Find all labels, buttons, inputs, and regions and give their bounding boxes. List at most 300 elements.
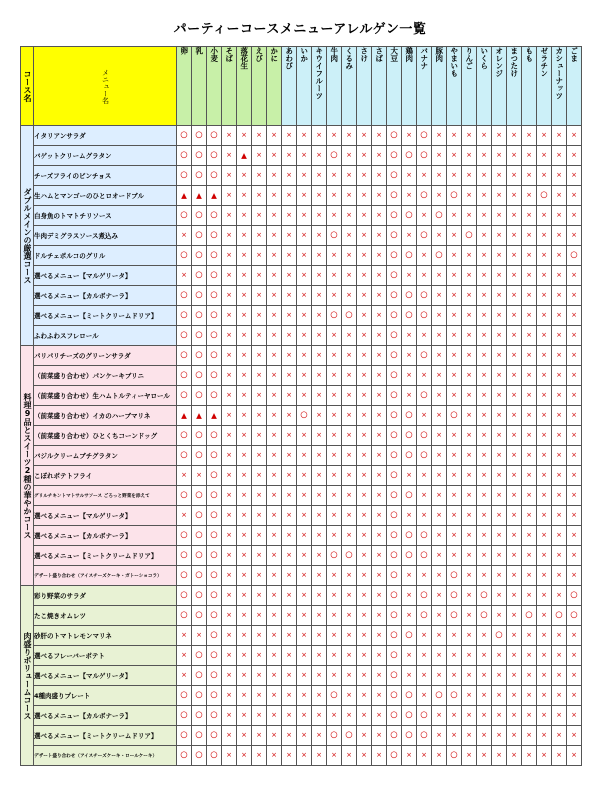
not-contained-mark: × (357, 326, 372, 346)
not-contained-mark: × (477, 486, 492, 506)
contains-mark: ○ (447, 566, 462, 586)
not-contained-mark: × (507, 606, 522, 626)
not-contained-mark: × (507, 626, 522, 646)
not-contained-mark: × (567, 426, 582, 446)
not-contained-mark: × (357, 726, 372, 746)
not-contained-mark: × (252, 286, 267, 306)
not-contained-mark: × (372, 246, 387, 266)
allergen-label: 落花生 (239, 47, 249, 70)
contains-mark: ○ (192, 506, 207, 526)
not-contained-mark: × (552, 486, 567, 506)
not-contained-mark: × (537, 746, 552, 766)
not-contained-mark: × (552, 126, 567, 146)
not-contained-mark: × (222, 746, 237, 766)
not-contained-mark: × (357, 606, 372, 626)
not-contained-mark: × (447, 386, 462, 406)
not-contained-mark: × (507, 686, 522, 706)
not-contained-mark: × (417, 646, 432, 666)
not-contained-mark: × (372, 406, 387, 426)
contains-mark: ○ (447, 746, 462, 766)
not-contained-mark: × (237, 266, 252, 286)
not-contained-mark: × (552, 546, 567, 566)
trace-mark: ▲ (207, 186, 222, 206)
not-contained-mark: × (432, 646, 447, 666)
contains-mark: ○ (327, 306, 342, 326)
not-contained-mark: × (552, 726, 567, 746)
not-contained-mark: × (222, 586, 237, 606)
not-contained-mark: × (357, 706, 372, 726)
table-row (21, 746, 582, 766)
contains-mark: ○ (177, 206, 192, 226)
contains-mark: ○ (552, 606, 567, 626)
not-contained-mark: × (417, 406, 432, 426)
not-contained-mark: × (312, 466, 327, 486)
allergen-label: バナナ (419, 47, 429, 70)
not-contained-mark: × (267, 466, 282, 486)
contains-mark: ○ (207, 326, 222, 346)
not-contained-mark: × (297, 446, 312, 466)
not-contained-mark: × (312, 206, 327, 226)
not-contained-mark: × (297, 506, 312, 526)
not-contained-mark: × (417, 686, 432, 706)
not-contained-mark: × (447, 726, 462, 746)
menu-name: ふわふわスフレロール (34, 326, 177, 346)
contains-mark: ○ (417, 446, 432, 466)
not-contained-mark: × (297, 486, 312, 506)
allergen-label: 牛肉 (329, 47, 339, 62)
not-contained-mark: × (447, 466, 462, 486)
contains-mark: ○ (207, 606, 222, 626)
not-contained-mark: × (342, 346, 357, 366)
allergen-label: そば (224, 47, 234, 62)
not-contained-mark: × (537, 466, 552, 486)
not-contained-mark: × (462, 726, 477, 746)
not-contained-mark: × (477, 146, 492, 166)
allergen-header (312, 47, 327, 126)
not-contained-mark: × (477, 466, 492, 486)
not-contained-mark: × (372, 266, 387, 286)
allergen-label: ゼラチン (539, 47, 549, 77)
menu-name: 選べるメニュー【ミートクリームドリア】 (34, 306, 177, 326)
contains-mark: ○ (327, 226, 342, 246)
not-contained-mark: × (447, 706, 462, 726)
not-contained-mark: × (267, 746, 282, 766)
not-contained-mark: × (462, 266, 477, 286)
table-row (21, 246, 582, 266)
not-contained-mark: × (222, 246, 237, 266)
contains-mark: ○ (387, 486, 402, 506)
contains-mark: ○ (417, 226, 432, 246)
contains-mark: ○ (177, 586, 192, 606)
not-contained-mark: × (567, 306, 582, 326)
contains-mark: ○ (477, 606, 492, 626)
not-contained-mark: × (177, 226, 192, 246)
contains-mark: ○ (177, 706, 192, 726)
not-contained-mark: × (462, 246, 477, 266)
not-contained-mark: × (342, 386, 357, 406)
not-contained-mark: × (297, 726, 312, 746)
not-contained-mark: × (192, 626, 207, 646)
not-contained-mark: × (507, 466, 522, 486)
contains-mark: ○ (207, 166, 222, 186)
not-contained-mark: × (372, 666, 387, 686)
contains-mark: ○ (207, 666, 222, 686)
contains-mark: ○ (447, 686, 462, 706)
not-contained-mark: × (507, 366, 522, 386)
not-contained-mark: × (552, 246, 567, 266)
not-contained-mark: × (372, 366, 387, 386)
not-contained-mark: × (177, 626, 192, 646)
not-contained-mark: × (312, 386, 327, 406)
menu-name: 選べるメニュー【マルゲリータ】 (34, 266, 177, 286)
contains-mark: ○ (207, 126, 222, 146)
not-contained-mark: × (447, 146, 462, 166)
contains-mark: ○ (417, 386, 432, 406)
contains-mark: ○ (207, 246, 222, 266)
page-title: パーティーコースメニューアレルゲン一覧 (173, 22, 427, 37)
not-contained-mark: × (267, 366, 282, 386)
allergen-header (177, 47, 192, 126)
menu-name: イタリアンサラダ (34, 126, 177, 146)
not-contained-mark: × (312, 706, 327, 726)
not-contained-mark: × (282, 306, 297, 326)
not-contained-mark: × (267, 426, 282, 446)
not-contained-mark: × (222, 406, 237, 426)
allergen-header (297, 47, 312, 126)
not-contained-mark: × (312, 366, 327, 386)
contains-mark: ○ (417, 586, 432, 606)
allergen-header (252, 47, 267, 126)
not-contained-mark: × (402, 746, 417, 766)
not-contained-mark: × (432, 226, 447, 246)
not-contained-mark: × (492, 186, 507, 206)
not-contained-mark: × (297, 386, 312, 406)
not-contained-mark: × (477, 526, 492, 546)
not-contained-mark: × (312, 526, 327, 546)
not-contained-mark: × (477, 386, 492, 406)
not-contained-mark: × (222, 726, 237, 746)
not-contained-mark: × (357, 546, 372, 566)
not-contained-mark: × (552, 586, 567, 606)
menu-name: 選べるメニュー【マルゲリータ】 (34, 506, 177, 526)
allergen-header (192, 47, 207, 126)
not-contained-mark: × (477, 626, 492, 646)
not-contained-mark: × (447, 306, 462, 326)
not-contained-mark: × (447, 546, 462, 566)
not-contained-mark: × (522, 326, 537, 346)
contains-mark: ○ (567, 606, 582, 626)
allergen-table (20, 46, 582, 766)
not-contained-mark: × (462, 446, 477, 466)
menu-name: 砂肝のトマトレモンマリネ (34, 626, 177, 646)
contains-mark: ○ (207, 426, 222, 446)
not-contained-mark: × (312, 646, 327, 666)
not-contained-mark: × (252, 726, 267, 746)
allergen-label: くるみ (344, 47, 354, 70)
not-contained-mark: × (492, 166, 507, 186)
contains-mark: ○ (207, 586, 222, 606)
contains-mark: ○ (192, 746, 207, 766)
not-contained-mark: × (297, 266, 312, 286)
not-contained-mark: × (447, 666, 462, 686)
not-contained-mark: × (267, 626, 282, 646)
not-contained-mark: × (297, 226, 312, 246)
not-contained-mark: × (567, 286, 582, 306)
contains-mark: ○ (207, 526, 222, 546)
not-contained-mark: × (477, 206, 492, 226)
contains-mark: ○ (387, 466, 402, 486)
not-contained-mark: × (507, 426, 522, 446)
not-contained-mark: × (327, 406, 342, 426)
table-row (21, 126, 582, 146)
not-contained-mark: × (312, 426, 327, 446)
not-contained-mark: × (342, 406, 357, 426)
not-contained-mark: × (357, 306, 372, 326)
contains-mark: ○ (207, 146, 222, 166)
table-row (21, 406, 582, 426)
not-contained-mark: × (567, 346, 582, 366)
not-contained-mark: × (372, 186, 387, 206)
allergen-label: いか (299, 47, 309, 62)
not-contained-mark: × (327, 366, 342, 386)
not-contained-mark: × (342, 706, 357, 726)
not-contained-mark: × (462, 646, 477, 666)
menu-name: グリルチキントマトサルサソース ごろっと野菜を添えて (34, 486, 177, 506)
not-contained-mark: × (282, 466, 297, 486)
not-contained-mark: × (402, 326, 417, 346)
menu-name: （前菜盛り合わせ）ひとくちコーンドッグ (34, 426, 177, 446)
not-contained-mark: × (267, 686, 282, 706)
not-contained-mark: × (222, 166, 237, 186)
contains-mark: ○ (387, 686, 402, 706)
contains-mark: ○ (387, 346, 402, 366)
not-contained-mark: × (312, 306, 327, 326)
allergen-header (357, 47, 372, 126)
contains-mark: ○ (387, 566, 402, 586)
not-contained-mark: × (312, 246, 327, 266)
contains-mark: ○ (177, 606, 192, 626)
not-contained-mark: × (477, 426, 492, 446)
contains-mark: ○ (387, 426, 402, 446)
contains-mark: ○ (387, 666, 402, 686)
not-contained-mark: × (447, 646, 462, 666)
not-contained-mark: × (462, 666, 477, 686)
not-contained-mark: × (177, 666, 192, 686)
not-contained-mark: × (312, 266, 327, 286)
not-contained-mark: × (432, 146, 447, 166)
contains-mark: ○ (417, 346, 432, 366)
allergen-label: いくら (479, 47, 489, 70)
not-contained-mark: × (237, 386, 252, 406)
not-contained-mark: × (267, 286, 282, 306)
not-contained-mark: × (552, 506, 567, 526)
not-contained-mark: × (462, 206, 477, 226)
not-contained-mark: × (237, 126, 252, 146)
not-contained-mark: × (252, 126, 267, 146)
not-contained-mark: × (282, 506, 297, 526)
not-contained-mark: × (537, 166, 552, 186)
not-contained-mark: × (267, 346, 282, 366)
not-contained-mark: × (462, 486, 477, 506)
menu-name: チーズフライのピンチョス (34, 166, 177, 186)
contains-mark: ○ (207, 726, 222, 746)
not-contained-mark: × (222, 706, 237, 726)
not-contained-mark: × (282, 486, 297, 506)
allergen-header (417, 47, 432, 126)
not-contained-mark: × (492, 246, 507, 266)
not-contained-mark: × (432, 606, 447, 626)
not-contained-mark: × (342, 126, 357, 146)
not-contained-mark: × (297, 366, 312, 386)
not-contained-mark: × (537, 226, 552, 246)
not-contained-mark: × (252, 646, 267, 666)
not-contained-mark: × (552, 426, 567, 446)
contains-mark: ○ (177, 146, 192, 166)
not-contained-mark: × (252, 606, 267, 626)
contains-mark: ○ (402, 206, 417, 226)
not-contained-mark: × (357, 386, 372, 406)
contains-mark: ○ (192, 246, 207, 266)
not-contained-mark: × (282, 326, 297, 346)
not-contained-mark: × (552, 526, 567, 546)
contains-mark: ○ (387, 646, 402, 666)
contains-mark: ○ (207, 646, 222, 666)
not-contained-mark: × (222, 306, 237, 326)
table-row (21, 606, 582, 626)
not-contained-mark: × (357, 206, 372, 226)
not-contained-mark: × (327, 186, 342, 206)
not-contained-mark: × (477, 746, 492, 766)
not-contained-mark: × (372, 146, 387, 166)
contains-mark: ○ (387, 626, 402, 646)
not-contained-mark: × (267, 126, 282, 146)
not-contained-mark: × (447, 326, 462, 346)
not-contained-mark: × (237, 606, 252, 626)
not-contained-mark: × (552, 146, 567, 166)
menu-name: 牛肉デミグラスソース煮込み (34, 226, 177, 246)
contains-mark: ○ (327, 546, 342, 566)
not-contained-mark: × (447, 446, 462, 466)
not-contained-mark: × (402, 506, 417, 526)
not-contained-mark: × (177, 646, 192, 666)
not-contained-mark: × (507, 246, 522, 266)
not-contained-mark: × (312, 726, 327, 746)
not-contained-mark: × (522, 266, 537, 286)
not-contained-mark: × (507, 566, 522, 586)
contains-mark: ○ (417, 286, 432, 306)
not-contained-mark: × (402, 166, 417, 186)
not-contained-mark: × (267, 206, 282, 226)
not-contained-mark: × (492, 566, 507, 586)
not-contained-mark: × (267, 446, 282, 466)
not-contained-mark: × (327, 126, 342, 146)
not-contained-mark: × (567, 486, 582, 506)
not-contained-mark: × (522, 286, 537, 306)
contains-mark: ○ (177, 166, 192, 186)
not-contained-mark: × (327, 666, 342, 686)
not-contained-mark: × (222, 446, 237, 466)
not-contained-mark: × (417, 566, 432, 586)
table-row (21, 546, 582, 566)
contains-mark: ○ (432, 686, 447, 706)
not-contained-mark: × (492, 486, 507, 506)
table-row (21, 346, 582, 366)
course-name: 肉盛りボリュームコース (23, 631, 32, 720)
not-contained-mark: × (312, 686, 327, 706)
not-contained-mark: × (492, 146, 507, 166)
not-contained-mark: × (252, 666, 267, 686)
not-contained-mark: × (282, 286, 297, 306)
not-contained-mark: × (222, 666, 237, 686)
contains-mark: ○ (447, 406, 462, 426)
not-contained-mark: × (327, 386, 342, 406)
not-contained-mark: × (537, 406, 552, 426)
not-contained-mark: × (462, 386, 477, 406)
not-contained-mark: × (312, 626, 327, 646)
not-contained-mark: × (267, 486, 282, 506)
contains-mark: ○ (207, 566, 222, 586)
not-contained-mark: × (492, 526, 507, 546)
not-contained-mark: × (342, 206, 357, 226)
not-contained-mark: × (447, 506, 462, 526)
not-contained-mark: × (507, 726, 522, 746)
contains-mark: ○ (387, 586, 402, 606)
not-contained-mark: × (537, 386, 552, 406)
not-contained-mark: × (327, 346, 342, 366)
not-contained-mark: × (237, 566, 252, 586)
not-contained-mark: × (432, 166, 447, 186)
not-contained-mark: × (477, 406, 492, 426)
not-contained-mark: × (342, 646, 357, 666)
not-contained-mark: × (522, 466, 537, 486)
contains-mark: ○ (177, 726, 192, 746)
not-contained-mark: × (492, 286, 507, 306)
not-contained-mark: × (327, 626, 342, 646)
contains-mark: ○ (207, 226, 222, 246)
not-contained-mark: × (312, 126, 327, 146)
not-contained-mark: × (522, 226, 537, 246)
not-contained-mark: × (237, 586, 252, 606)
allergen-header (222, 47, 237, 126)
not-contained-mark: × (237, 726, 252, 746)
not-contained-mark: × (492, 226, 507, 246)
not-contained-mark: × (342, 246, 357, 266)
not-contained-mark: × (477, 226, 492, 246)
not-contained-mark: × (492, 366, 507, 386)
not-contained-mark: × (282, 546, 297, 566)
not-contained-mark: × (252, 626, 267, 646)
not-contained-mark: × (252, 706, 267, 726)
not-contained-mark: × (432, 366, 447, 386)
not-contained-mark: × (342, 446, 357, 466)
not-contained-mark: × (327, 746, 342, 766)
not-contained-mark: × (237, 626, 252, 646)
not-contained-mark: × (567, 566, 582, 586)
not-contained-mark: × (267, 526, 282, 546)
contains-mark: ○ (177, 486, 192, 506)
allergen-header (447, 47, 462, 126)
not-contained-mark: × (522, 526, 537, 546)
table-row (21, 586, 582, 606)
not-contained-mark: × (222, 566, 237, 586)
contains-mark: ○ (387, 306, 402, 326)
not-contained-mark: × (237, 426, 252, 446)
not-contained-mark: × (372, 166, 387, 186)
not-contained-mark: × (372, 426, 387, 446)
contains-mark: ○ (447, 586, 462, 606)
contains-mark: ○ (402, 486, 417, 506)
not-contained-mark: × (222, 286, 237, 306)
